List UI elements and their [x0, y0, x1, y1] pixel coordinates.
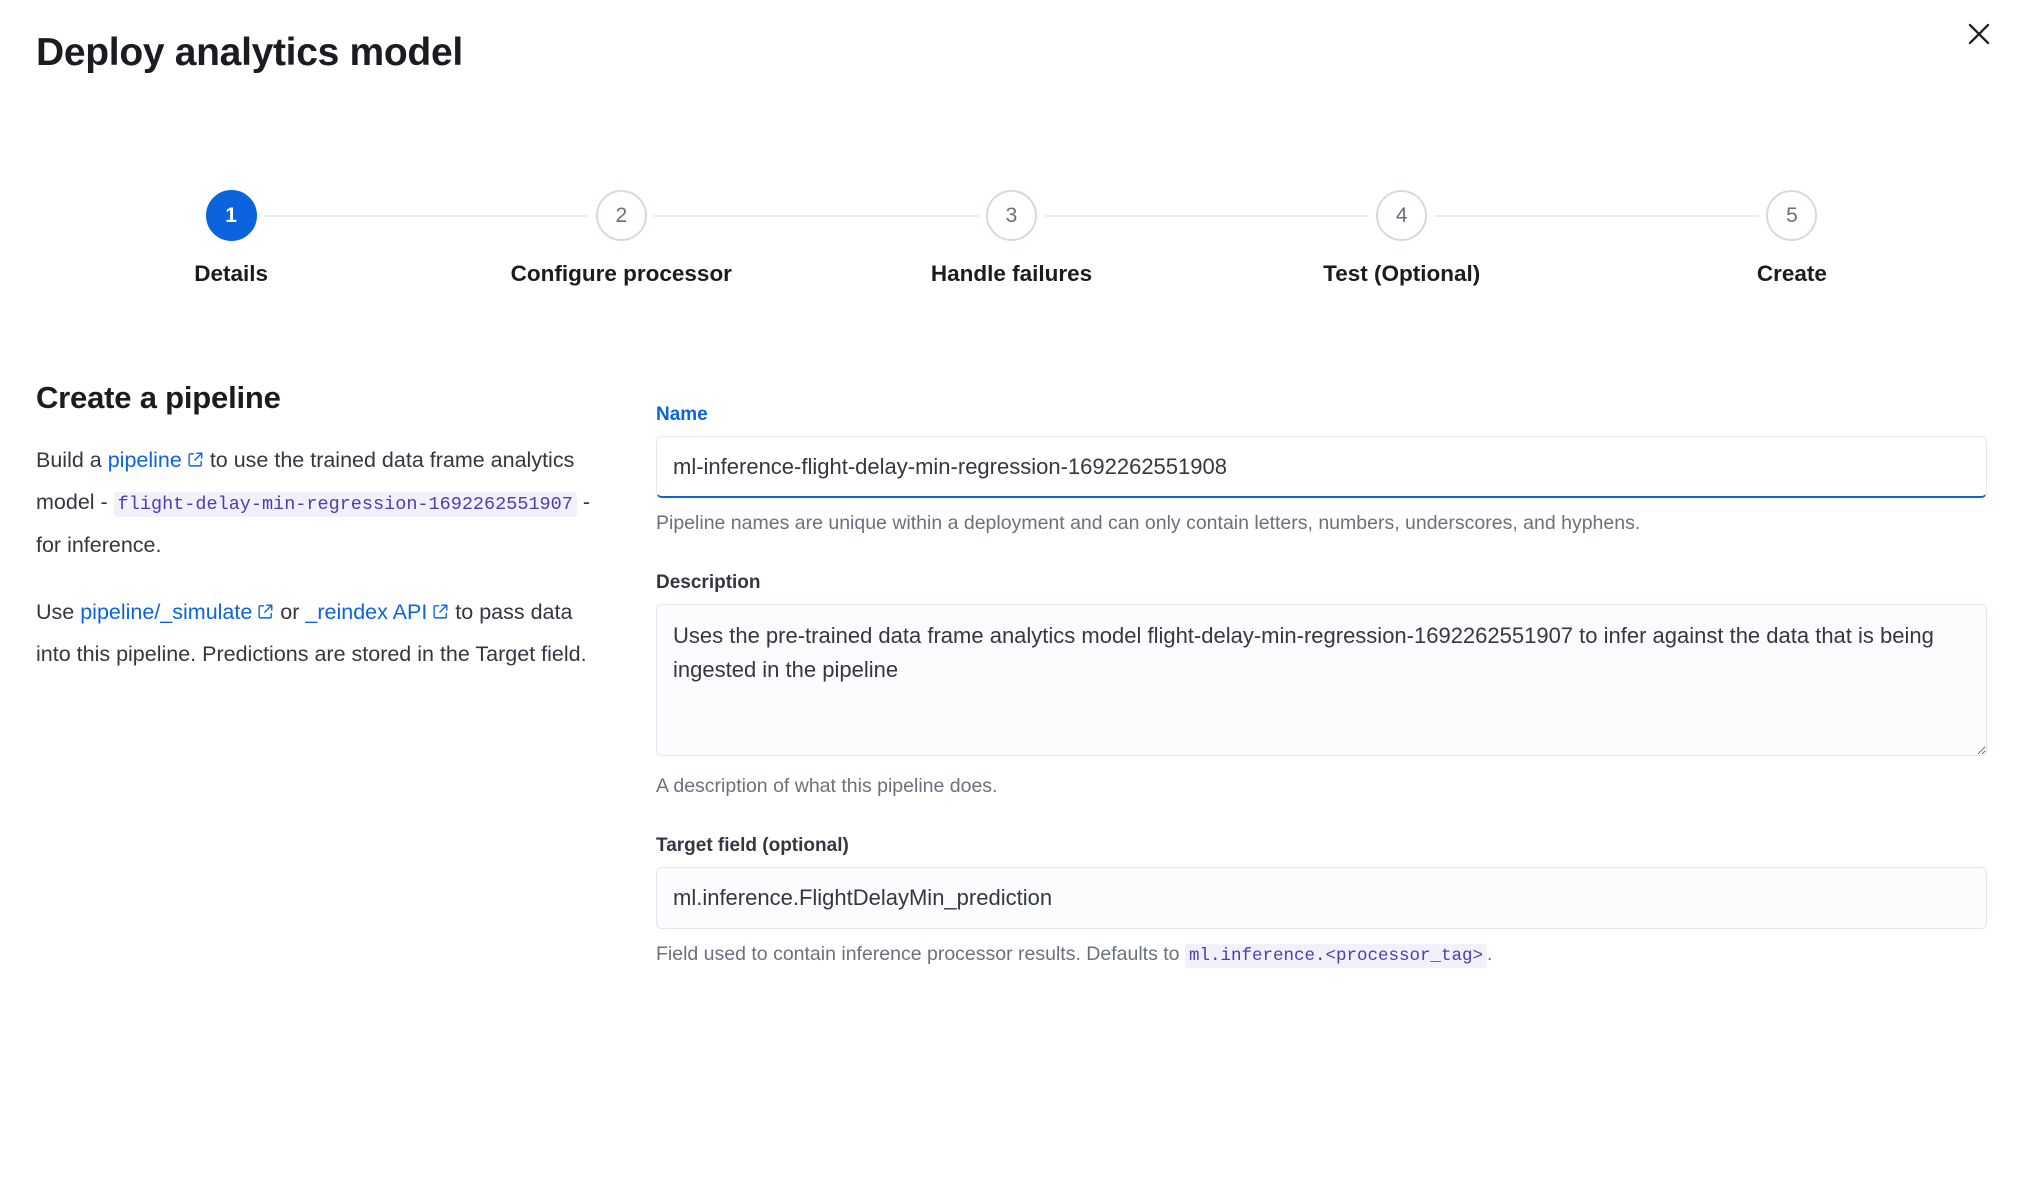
target-help-pre: Field used to contain inference processor results. Defaults to [656, 943, 1185, 965]
external-link-icon [432, 593, 449, 634]
simulate-description-paragraph [36, 592, 596, 675]
step-content [36, 380, 1987, 1005]
step-configure-processor[interactable] [426, 190, 816, 287]
name-label: Name [656, 404, 708, 425]
step-number: 4 [1376, 190, 1427, 241]
step-label: Handle failures [930, 261, 1093, 286]
step-handle-failures[interactable] [816, 190, 1206, 287]
step-test-optional[interactable] [1207, 190, 1597, 287]
step-label: Create [1756, 261, 1827, 286]
description-help-text: A description of what this pipeline does. [656, 775, 998, 797]
description-label: Description [656, 572, 761, 593]
external-link-icon [187, 441, 204, 482]
close-icon-button[interactable] [1957, 12, 2001, 56]
target-default-code: ml.inference.<processor_tag> [1185, 944, 1487, 968]
name-field-row [656, 404, 1987, 538]
target-field-label: Target field (optional) [656, 835, 849, 856]
step-connector-right [654, 215, 816, 217]
step-connector-left [1207, 215, 1369, 217]
step-connector-left [426, 215, 588, 217]
pipeline-simulate-link[interactable]: pipeline/_simulate [80, 600, 253, 624]
para2-pre: Use [36, 600, 81, 624]
target-field-row [656, 835, 1987, 971]
close-icon [1966, 21, 1992, 47]
step-number: 3 [986, 190, 1037, 241]
target-field-help-text [656, 939, 1987, 971]
step-number: 1 [206, 190, 257, 241]
model-id-code: flight-delay-min-regression-1692262551907 [114, 492, 577, 517]
reindex-api-link[interactable]: _reindex API [305, 600, 428, 624]
para2-mid: or [274, 600, 306, 624]
step-connector-right [1435, 215, 1597, 217]
step-label: Test (Optional) [1323, 261, 1481, 286]
description-textarea[interactable] [656, 604, 1987, 756]
step-indicator [36, 190, 1987, 287]
step-number: 2 [596, 190, 647, 241]
name-input[interactable] [656, 436, 1987, 498]
form-column [656, 380, 1987, 1005]
step-details[interactable] [36, 190, 426, 287]
info-column [36, 380, 596, 1005]
step-connector-right [1045, 215, 1207, 217]
step-connector-left [816, 215, 978, 217]
para1-post: - for inference. [36, 490, 590, 557]
step-label: Configure processor [510, 261, 732, 286]
target-help-post: . [1487, 943, 1493, 965]
step-connector-right [264, 215, 426, 217]
target-field-input[interactable] [656, 867, 1987, 929]
pipeline-description-paragraph [36, 440, 596, 566]
description-field-row [656, 572, 1987, 801]
para2-post: to pass data into this pipeline. Predictions are stored in the Target field. [36, 600, 587, 666]
external-link-icon [257, 593, 274, 634]
step-label: Details [194, 261, 268, 286]
para1-pre: Build a [36, 448, 108, 472]
step-create[interactable] [1597, 190, 1987, 287]
section-title: Create a pipeline [36, 380, 281, 415]
step-number: 5 [1766, 190, 1817, 241]
name-help-text: Pipeline names are unique within a deployment and can only contain letters, numbers, underscores, and hyphens. [656, 512, 1641, 534]
pipeline-docs-link[interactable]: pipeline [107, 448, 182, 472]
page-title: Deploy analytics model [36, 31, 463, 74]
step-connector-left [1597, 215, 1759, 217]
para1-mid: to use the trained data frame analytics model - [36, 448, 575, 514]
